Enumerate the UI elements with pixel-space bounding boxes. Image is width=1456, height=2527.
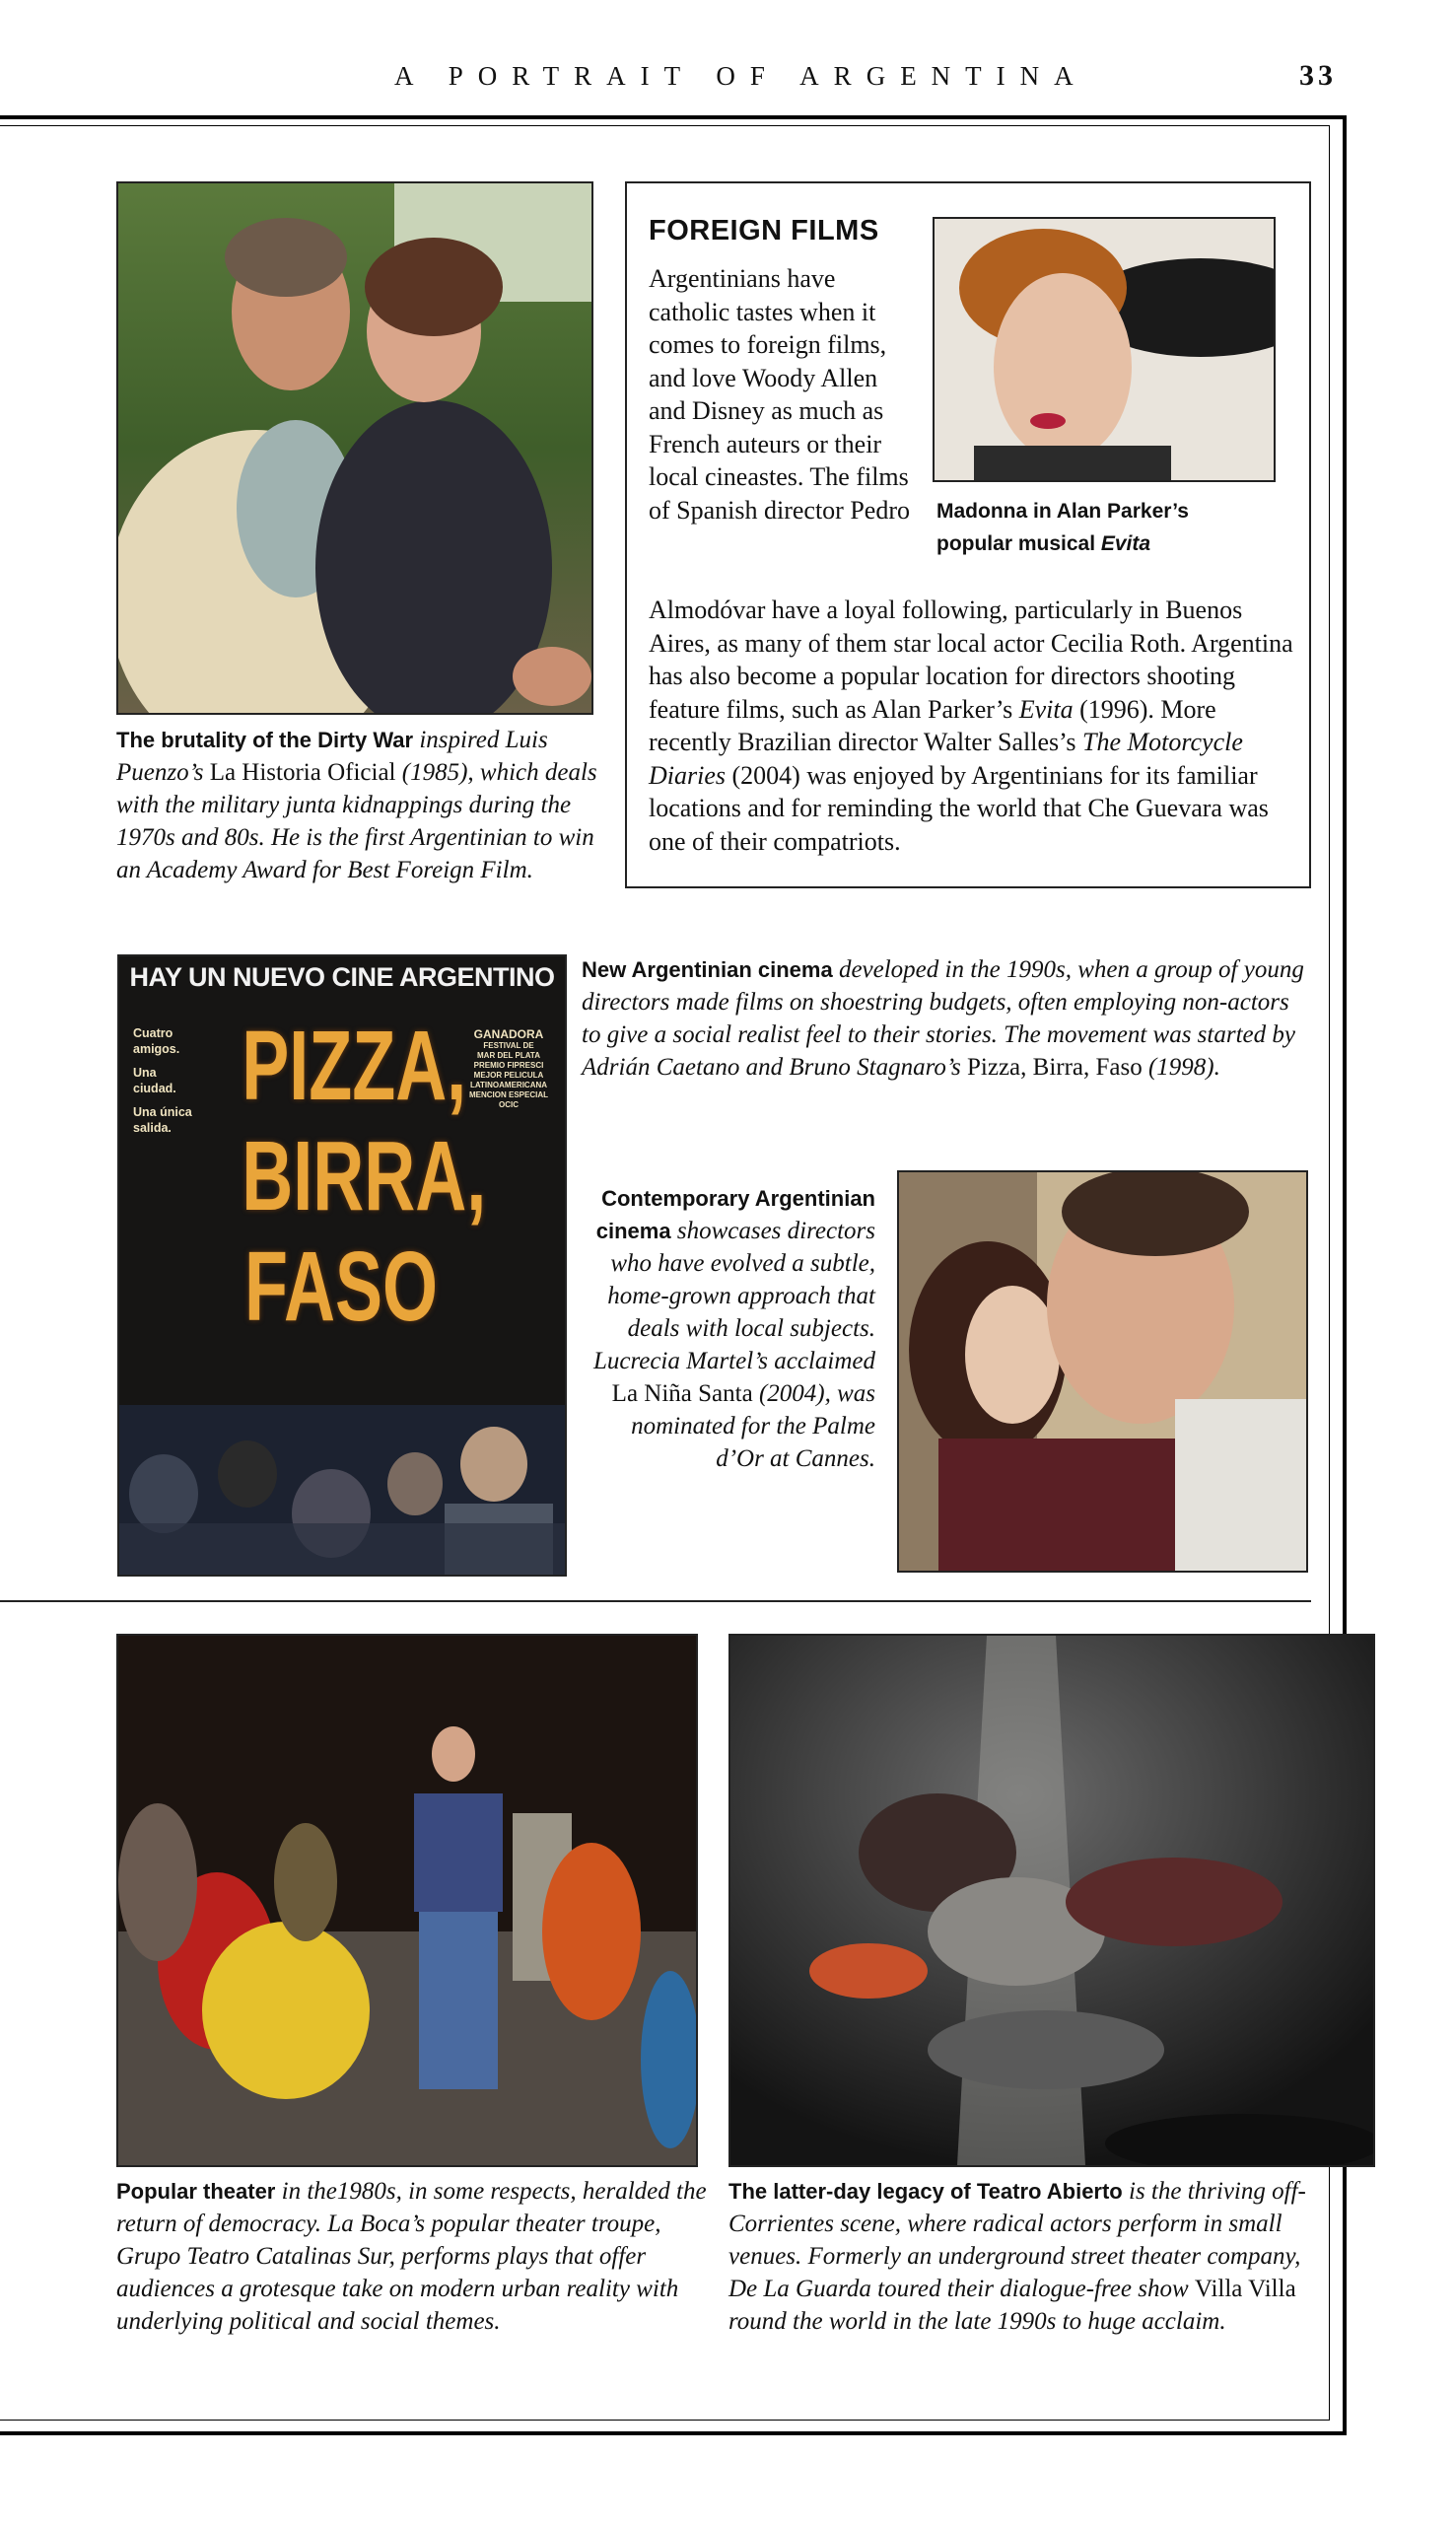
poster-title-line: PIZZA, xyxy=(242,1011,467,1121)
poster-award-line: FESTIVAL DE xyxy=(483,1041,534,1050)
photo-de-la-guarda xyxy=(728,1634,1375,2167)
caption-contemporary-text1: showcases directors who have evolved a subtle, home-grown approach that deals with local subjects. Lucrecia Martel’s acclaimed xyxy=(592,1218,875,1374)
poster-award-line: MEJOR PELICULA xyxy=(473,1071,544,1080)
section-divider xyxy=(0,1600,1311,1602)
foreign-films-motorcycle: The Motorcycle Diaries xyxy=(649,728,1243,790)
photo-historia-oficial xyxy=(116,181,593,715)
foreign-films-title: FOREIGN FILMS xyxy=(649,215,879,246)
foreign-films-text-b1: Almodóvar have a loyal following, particularly in Buenos Aires, as many of them star local actor Cecilia Roth. Argentina has also become a popular location for directors shooting feature films, such as Alan Parker’s xyxy=(649,596,1293,724)
caption-teatro-abierto-show: Villa Villa xyxy=(1194,2276,1296,2302)
caption-contemporary-lead: Contemporary Argentinian cinema xyxy=(595,1186,875,1243)
poster-title-line: BIRRA, xyxy=(242,1121,487,1231)
caption-dirty-war-text2: (1985), which deals with the military junta kidnappings during the 1970s and 80s. He is the first Argentinian to win an Academy Award for Best Foreign Film. xyxy=(116,759,597,883)
foreign-films-box xyxy=(625,181,1311,888)
photo-popular-theater xyxy=(116,1634,698,2167)
caption-new-cinema-text2: (1998). xyxy=(1142,1054,1220,1081)
poster-title-line: FASO xyxy=(243,1231,439,1342)
foreign-films-evita: Evita xyxy=(1018,694,1074,724)
caption-teatro-abierto-text2: round the world in the late 1990s to huge acclaim. xyxy=(728,2308,1226,2335)
caption-dirty-war-lead: The brutality of the Dirty War xyxy=(116,728,414,752)
foreign-films-text-top: Argentinians have catholic tastes when it comes to foreign films, and love Woody Allen and Disney as much as French auteurs or their local cineastes. The films of Spanish director Pedro xyxy=(649,264,911,525)
caption-popular-theater xyxy=(116,2175,708,2338)
poster-award-line: GANADORA xyxy=(473,1027,544,1041)
poster-cast-photo xyxy=(119,1405,565,1575)
poster-award-line: MAR DEL PLATA xyxy=(477,1051,540,1060)
caption-teatro-abierto xyxy=(728,2175,1320,2338)
madonna-caption xyxy=(936,495,1262,560)
poster-award-line: OCIC xyxy=(499,1100,519,1109)
caption-new-cinema-film: Pizza, Birra, Faso xyxy=(967,1054,1143,1081)
caption-new-cinema xyxy=(582,953,1311,1084)
caption-new-cinema-text1: developed in the 1990s, when a group of young directors made films on shoestring budgets, often employing non-actors to give a social realist feel to their stories. The movement was started by Adrián Caetano and Bruno Stagnaro’s xyxy=(582,956,1304,1081)
poster-award-line: PREMIO FIPRESCI xyxy=(473,1061,544,1070)
poster-banner: HAY UN NUEVO CINE ARGENTINO xyxy=(129,962,555,992)
caption-dirty-war xyxy=(116,724,604,886)
caption-popular-theater-lead: Popular theater xyxy=(116,2179,276,2204)
photo-madonna-evita xyxy=(933,217,1276,482)
poster-award-line: LATINOAMERICANA xyxy=(469,1081,548,1089)
madonna-caption-text: Madonna in Alan Parker’s popular musical xyxy=(936,500,1189,555)
poster-tagline-line: Una xyxy=(133,1066,157,1080)
caption-teatro-abierto-text1: is the thriving off-Corrientes scene, where radical actors perform in small venues. Formerly an underground street theater company, De La Guarda toured their dialogue-free show xyxy=(728,2178,1306,2302)
running-head xyxy=(0,61,1456,101)
caption-teatro-abierto-lead: The latter-day legacy of Teatro Abierto xyxy=(728,2179,1123,2204)
poster-tagline-line: Cuatro xyxy=(133,1026,173,1040)
poster-tagline-line: amigos. xyxy=(133,1042,180,1056)
poster-pizza-birra-faso xyxy=(117,954,567,1577)
running-head-title: A PORTRAIT OF ARGENTINA xyxy=(394,61,1088,91)
caption-dirty-war-film: La Historia Oficial xyxy=(209,759,396,786)
caption-dirty-war-text1: inspired Luis Puenzo’s xyxy=(116,727,548,786)
poster-tagline-line: Una única xyxy=(133,1105,192,1119)
poster-tagline-line: ciudad. xyxy=(133,1082,176,1095)
foreign-films-text-b3: (2004) was enjoyed by Argentinians for its familiar locations and for reminding the world that Che Guevara was one of their compatriots. xyxy=(649,760,1269,856)
madonna-caption-evita: Evita xyxy=(1100,532,1151,555)
caption-popular-theater-text: in the1980s, in some respects, heralded the return of democracy. La Boca’s popular theater troupe, Grupo Teatro Catalinas Sur, performs plays that offer audiences a grotesque take on modern urban reality with underlying political and social themes. xyxy=(116,2178,707,2335)
foreign-films-text-bottom xyxy=(649,594,1299,858)
photo-la-nina-santa xyxy=(897,1170,1308,1573)
caption-contemporary xyxy=(591,1182,875,1475)
caption-contemporary-film: La Niña Santa xyxy=(611,1380,753,1407)
poster-tagline-line: salida. xyxy=(133,1121,172,1135)
caption-new-cinema-lead: New Argentinian cinema xyxy=(582,957,833,982)
caption-contemporary-text2: (2004), was nominated for the Palme d’Or at Cannes. xyxy=(631,1380,875,1472)
foreign-films-text-b2: (1996). More recently Brazilian director Walter Salles’s xyxy=(649,694,1216,756)
poster-title xyxy=(242,1011,487,1342)
poster-award-line: MENCION ESPECIAL xyxy=(468,1090,548,1099)
poster-tagline xyxy=(133,1025,222,1136)
page-number: 33 xyxy=(1299,59,1337,92)
poster-award xyxy=(459,1027,558,1110)
